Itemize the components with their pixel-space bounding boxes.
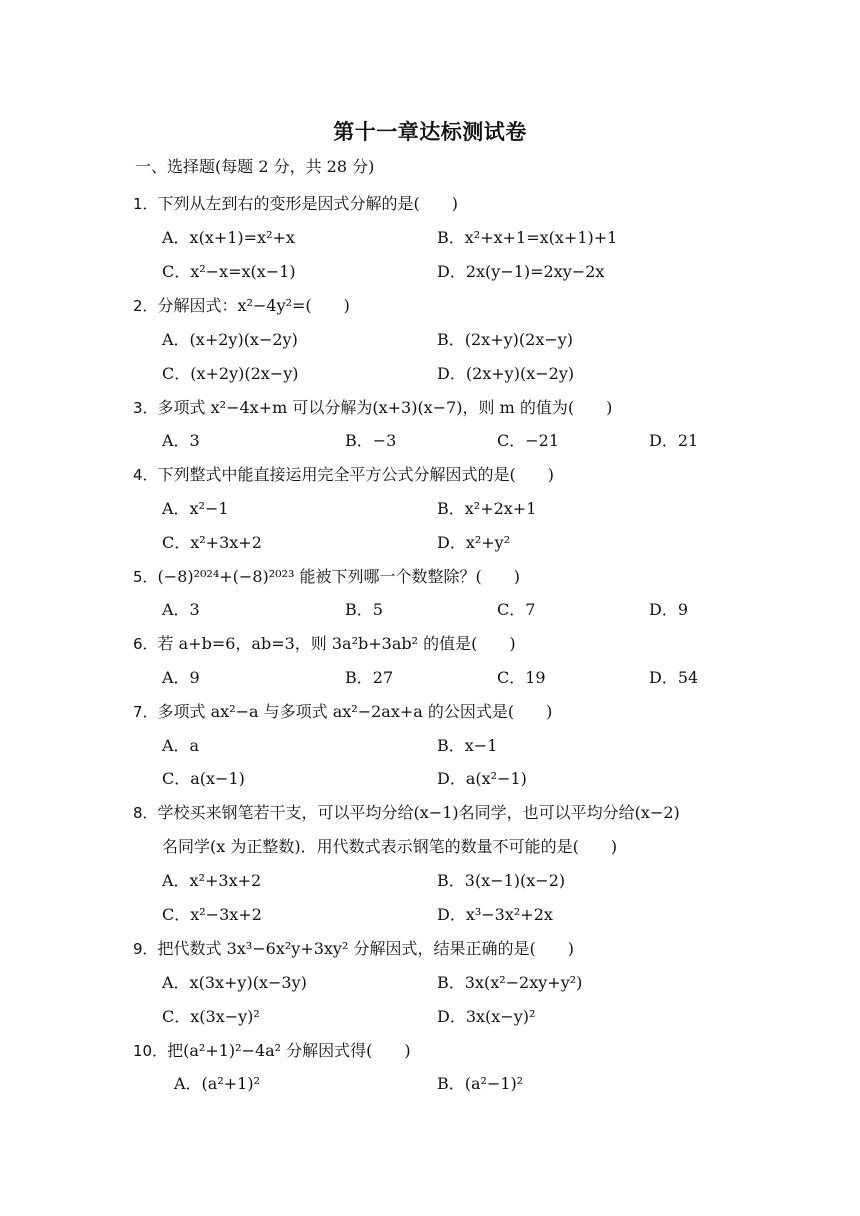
option-b: B．x²+2x+1 <box>437 499 537 518</box>
option-b: B．−3 <box>345 431 397 450</box>
question-number: 1． <box>133 195 158 213</box>
option-a: A．(x+2y)(x−2y) <box>162 330 298 349</box>
question-stem: 把代数式 3x³−6x²y+3xy² 分解因式，结果正确的是( ) <box>157 939 574 958</box>
question-5 <box>133 564 520 587</box>
option-c: C．7 <box>497 600 536 619</box>
question-stem: 把(a²+1)²−4a² 分解因式得( ) <box>167 1041 411 1060</box>
option-b: B．x−1 <box>437 736 498 755</box>
option-d: D．3x(x−y)² <box>437 1007 536 1026</box>
question-4 <box>133 462 554 485</box>
option-b: B．5 <box>345 600 383 619</box>
option-c: C．a(x−1) <box>162 769 245 788</box>
question-number: 5． <box>133 568 158 586</box>
question-number: 4． <box>133 466 158 484</box>
question-6 <box>133 631 516 654</box>
question-2 <box>133 293 350 316</box>
option-d: D．2x(y−1)=2xy−2x <box>437 262 605 281</box>
question-1 <box>133 191 458 214</box>
option-b: B．x²+x+1=x(x+1)+1 <box>437 228 618 247</box>
option-b: B．3(x−1)(x−2) <box>437 871 566 890</box>
option-a: A．x²+3x+2 <box>162 871 262 890</box>
option-b: B．(a²−1)² <box>437 1074 524 1093</box>
question-stem-continued: 名同学(x 为正整数)．用代数式表示钢笔的数量不可能的是( ) <box>162 837 618 856</box>
option-a: A．x(3x+y)(x−3y) <box>162 973 307 992</box>
question-stem: 下列从左到右的变形是因式分解的是( ) <box>157 194 459 213</box>
question-number: 2． <box>133 297 158 315</box>
option-d: D．(2x+y)(x−2y) <box>437 364 575 383</box>
option-c: C．19 <box>497 668 546 687</box>
option-a: A．(a²+1)² <box>174 1074 260 1093</box>
option-c: C．(x+2y)(2x−y) <box>162 364 299 383</box>
option-a: A．3 <box>162 600 200 619</box>
section-heading: 一、选择题(每题 2 分，共 28 分) <box>135 157 375 176</box>
option-c: C．x²−3x+2 <box>162 905 262 924</box>
question-number: 3． <box>133 399 158 417</box>
question-stem: (−8)²⁰²⁴+(−8)²⁰²³ 能被下列哪一个数整除？( ) <box>157 567 520 586</box>
question-stem: 学校买来钢笔若干支，可以平均分给(x−1)名同学，也可以平均分给(x−2) <box>157 803 680 822</box>
question-stem: 多项式 x²−4x+m 可以分解为(x+3)(x−7)，则 m 的值为( ) <box>157 398 613 417</box>
option-a: A．a <box>162 736 200 755</box>
question-10 <box>133 1038 411 1061</box>
question-stem: 多项式 ax²−a 与多项式 ax²−2ax+a 的公因式是( ) <box>157 702 553 721</box>
question-number: 6． <box>133 635 158 653</box>
option-d: D．a(x²−1) <box>437 769 527 788</box>
option-c: C．−21 <box>497 431 560 450</box>
question-number: 10． <box>133 1042 168 1060</box>
option-b: B．(2x+y)(2x−y) <box>437 330 574 349</box>
option-b: B．3x(x²−2xy+y²) <box>437 973 583 992</box>
option-d: D．9 <box>649 600 689 619</box>
option-a: A．3 <box>162 431 200 450</box>
option-c: C．x²−x=x(x−1) <box>162 262 296 281</box>
question-number: 8． <box>133 804 158 822</box>
option-b: B．27 <box>345 668 394 687</box>
option-d: D．x³−3x²+2x <box>437 905 553 924</box>
option-c: C．x²+3x+2 <box>162 533 262 552</box>
option-d: D．x²+y² <box>437 533 511 552</box>
option-d: D．21 <box>649 431 699 450</box>
option-c: C．x(3x−y)² <box>162 1007 260 1026</box>
question-stem: 分解因式：x²−4y²=( ) <box>157 296 350 315</box>
question-7 <box>133 699 552 722</box>
question-3 <box>133 395 612 418</box>
option-a: A．9 <box>162 668 200 687</box>
option-d: D．54 <box>649 668 699 687</box>
question-number: 9． <box>133 940 158 958</box>
question-stem: 下列整式中能直接运用完全平方公式分解因式的是( ) <box>157 465 555 484</box>
question-9 <box>133 936 574 959</box>
question-number: 7． <box>133 703 158 721</box>
page-title: 第十一章达标测试卷 <box>333 120 527 144</box>
question-stem: 若 a+b=6，ab=3，则 3a²b+3ab² 的值是( ) <box>157 634 516 653</box>
option-a: A．x²−1 <box>162 499 229 518</box>
option-a: A．x(x+1)=x²+x <box>162 228 295 247</box>
question-8 <box>133 800 680 823</box>
